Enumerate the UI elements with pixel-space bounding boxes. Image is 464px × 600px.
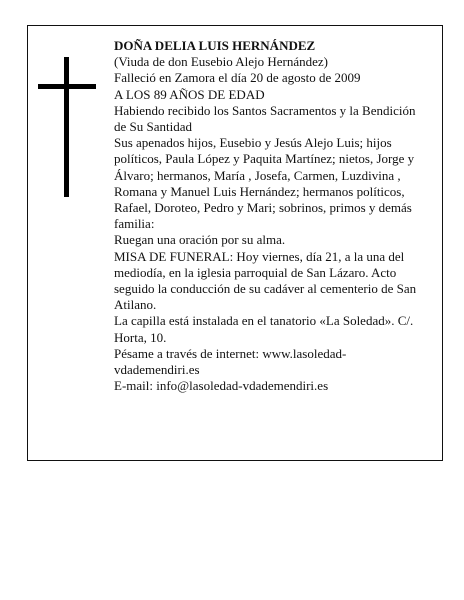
prayer: Ruegan una oración por su alma.: [114, 232, 286, 248]
deceased-name: DOÑA DELIA LUIS HERNÁNDEZ: [114, 38, 316, 53]
age: A LOS 89 AÑOS DE EDAD: [114, 86, 265, 102]
obituary-text: [114, 38, 426, 394]
cross-icon-bar: [38, 84, 96, 89]
contact-email: E-mail: info@lasoledad-vdademendiri.es: [114, 378, 329, 394]
death-info: Falleció en Zamora el día 20 de agosto de 2009: [114, 70, 361, 86]
cross-icon: [64, 57, 69, 197]
condolences-web: Pésame a través de internet: www.lasoledad-vdademendiri.es: [114, 345, 347, 378]
sacraments: Habiendo recibido los Santos Sacramentos y la Bendición de Su Santidad: [114, 102, 416, 135]
family: Sus apenados hijos, Eusebio y Jesús Alejo Luis; hijos políticos, Paula López y Paquita Martínez; nietos, Jorge y Álvaro; hermanos, María , Josefa, Carmen, Luzdivina , Romana y Manuel Luis Hernández; hermanos políticos, Rafael, Doroteo, Pedro y Mari; sobrinos, primos y demás familia:: [114, 135, 415, 232]
widow-of: (Viuda de don Eusebio Alejo Hernández): [114, 54, 329, 70]
funeral-mass: MISA DE FUNERAL: Hoy viernes, día 21, a la una del mediodía, en la iglesia parroquial de San Lázaro. Acto seguido la conducción de su cadáver al cementerio de San Atilano.: [114, 248, 417, 313]
chapel: La capilla está instalada en el tanatorio «La Soledad». C/. Horta, 10.: [114, 313, 414, 345]
